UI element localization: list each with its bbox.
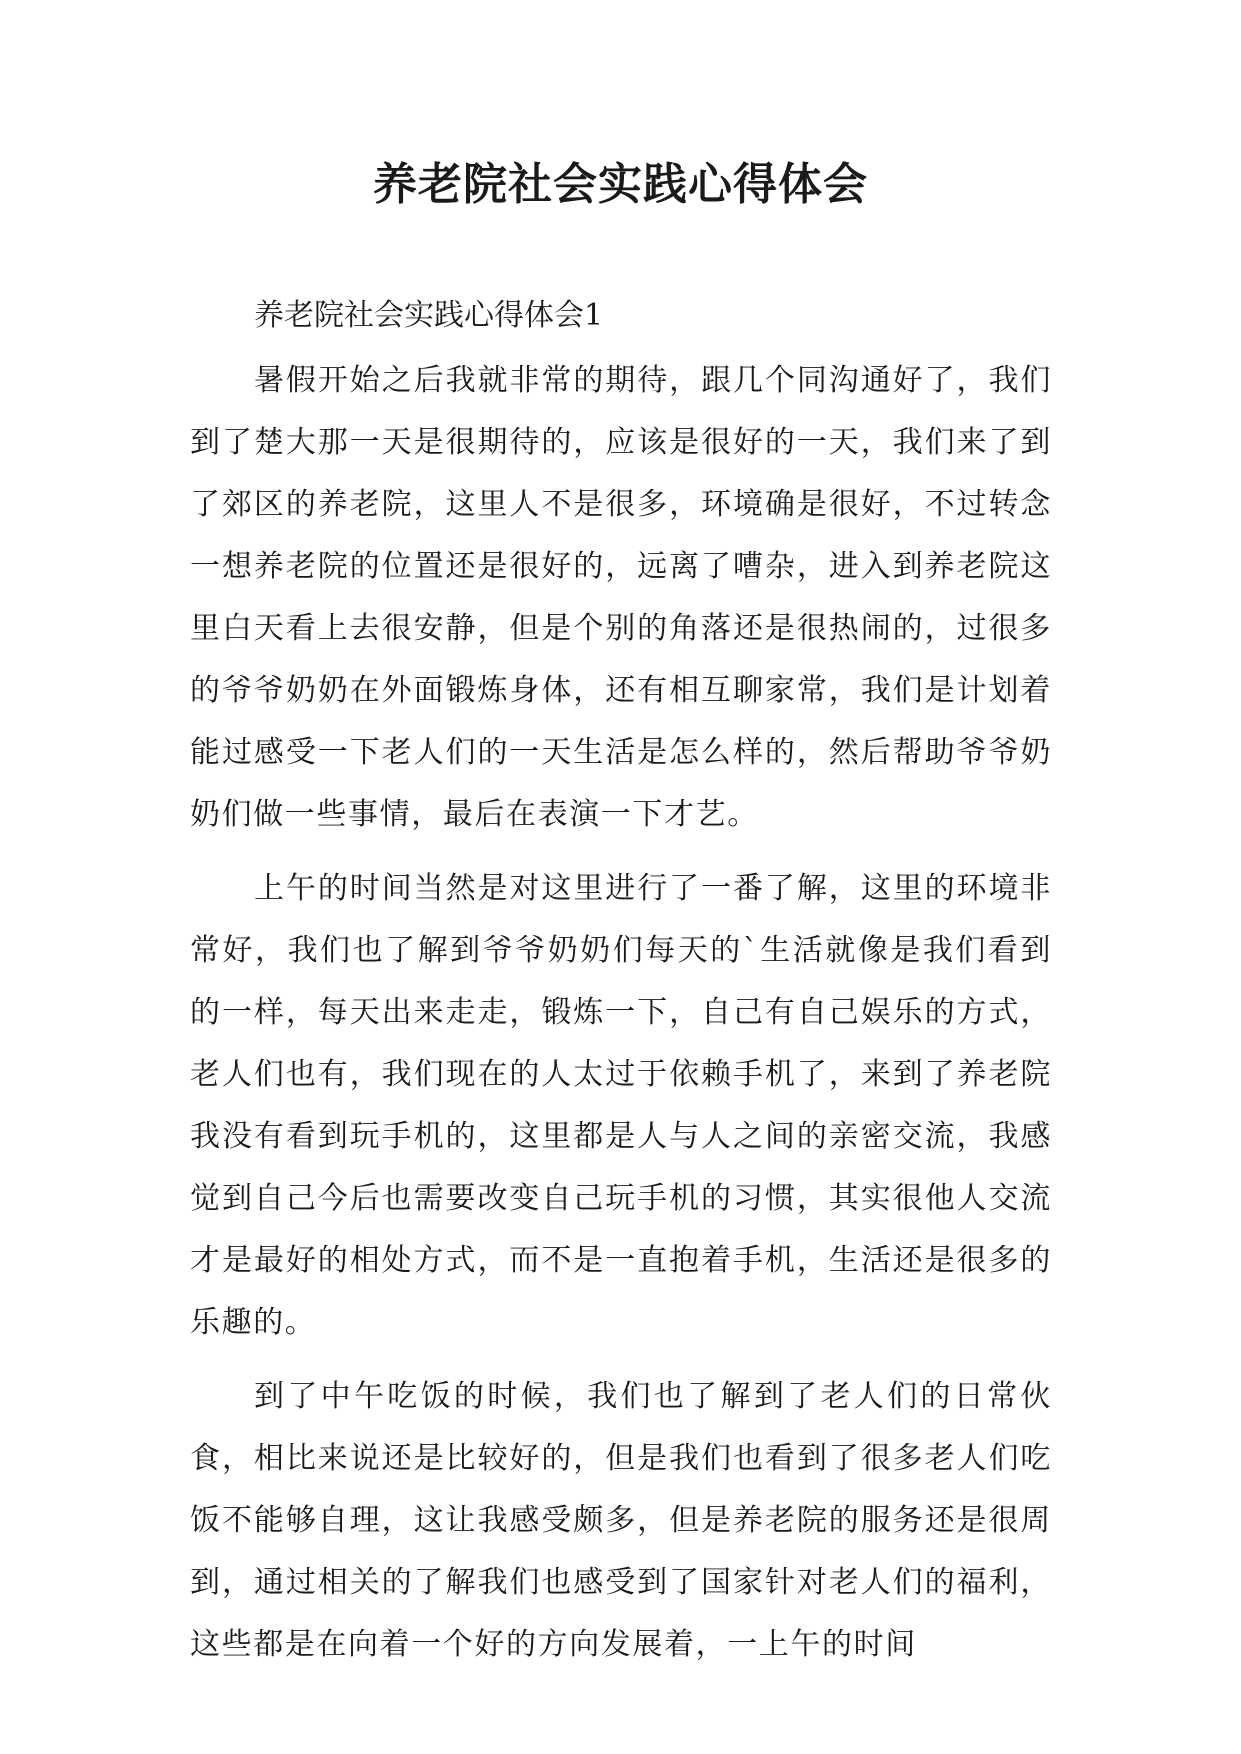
document-title: 养老院社会实践心得体会 [373, 159, 868, 210]
paragraph-1: 暑假开始之后我就非常的期待，跟几个同沟通好了，我们到了楚大那一天是很期待的，应该是很好的一天，我们来了到了郊区的养老院，这里人不是很多，环境确是很好，不过转念一想养老院的位置还是很好的，远离了嘈杂，进入到养老院这里白天看上去很安静，但是个别的角落还是很热闹的，过很多的爷爷奶奶在外面锻炼身体，还有相互聊家常，我们是计划着能过感受一下老人们的一天生活是怎么样的，然后帮助爷爷奶奶们做一些事情，最后在表演一下才艺。 [190, 363, 1052, 832]
paragraph-2: 上午的时间当然是对这里进行了一番了解，这里的环境非常好，我们也了解到爷爷奶奶们每天的`生活就像是我们看到的一样，每天出来走走，锻炼一下，自己有自己娱乐的方式，老人们也有，我们现在的人太过于依赖手机了，来到了养老院我没有看到玩手机的，这里都是人与人之间的亲密交流，我感觉到自己今后也需要改变自己玩手机的习惯，其实很他人交流才是最好的相处方式，而不是一直抱着手机，生活还是很多的乐趣的。 [190, 871, 1052, 1340]
section-heading: 养老院社会实践心得体会1 [254, 298, 604, 333]
paragraph-3: 到了中午吃饭的时候，我们也了解到了老人们的日常伙食，相比来说还是比较好的，但是我们也看到了很多老人们吃饭不能够自理，这让我感受颇多，但是养老院的服务还是很周到，通过相关的了解我们也感受到了国家针对老人们的福利，这些都是在向着一个好的方向发展着，一上午的时间 [190, 1379, 1052, 1662]
document-body [190, 281, 1052, 1676]
